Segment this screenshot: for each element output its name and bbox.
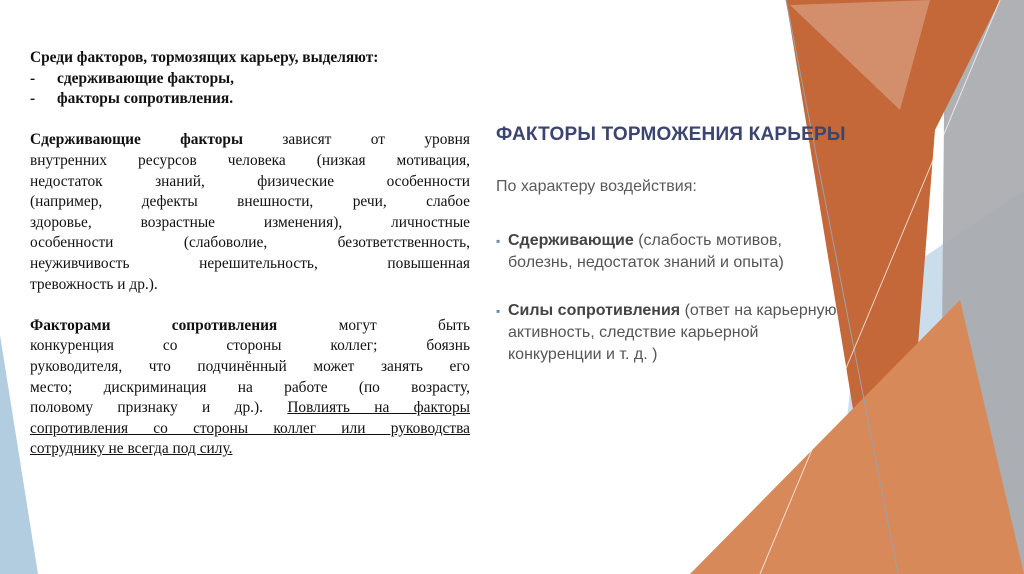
slide-title: ФАКТОРЫ ТОРМОЖЕНИЯ КАРЬЕРЫ	[496, 124, 846, 145]
list-item: - факторы сопротивления.	[30, 90, 234, 108]
list-item: - сдерживающие факторы,	[30, 69, 235, 87]
left-text-block	[30, 48, 470, 460]
intro-line: Среди факторов, тормозящих карьеру, выделяют:	[30, 49, 379, 66]
paragraph-restraining-factors: Сдерживающие факторы зависят от уровня внутренних ресурсов человека (низкая мотивация, недостаток знаний, физические особенности (например, дефекты внешности, речи, слабое здоровье, возрастные изменения), личностные особенности (слабоволие, безответственность, неуживчивость нерешительность, повышенная тревожность и др.).	[30, 131, 470, 293]
bullet-item-restraining: ▪ Сдерживающие (слабость мотивов, болезнь, недостаток знаний и опыта)	[496, 230, 916, 274]
slide-subtitle: По характеру воздействия:	[496, 178, 697, 195]
square-bullet-icon: ▪	[496, 234, 501, 248]
square-bullet-icon: ▪	[496, 304, 501, 318]
right-text-block	[496, 124, 916, 366]
bullet-item-resistance: ▪ Силы сопротивления (ответ на карьерную активность, следствие карьерной конкуренции и т. д. )	[496, 300, 916, 366]
paragraph-resistance-factors: Факторами сопротивления могут быть конкуренция со стороны коллег; боязнь руководителя, что подчинённый может занять его место; дискриминация на работе (по возрасту, половому признаку и др.). Повлиять на факторы сопротивления со стороны коллег или руководства сотруднику не всегда под силу.	[30, 316, 470, 458]
